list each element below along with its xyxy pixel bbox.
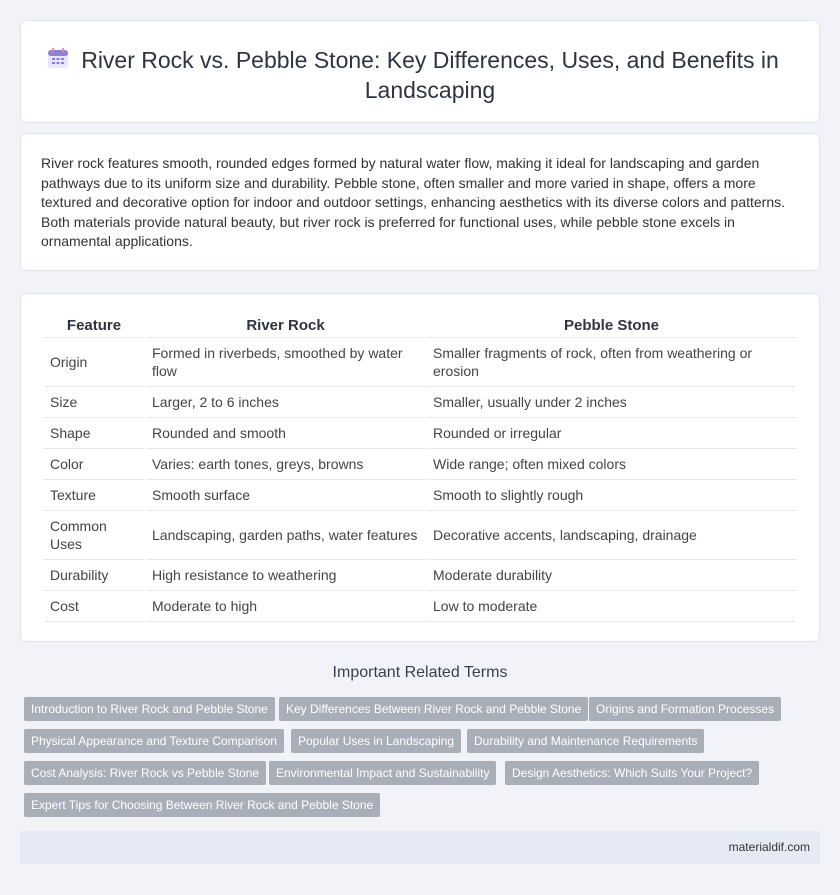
table-cell: Durability [44, 560, 144, 591]
page-title: River Rock vs. Pebble Stone: Key Differences, Uses, and Benefits in Landscaping [81, 47, 779, 103]
table-cell: Wide range; often mixed colors [427, 449, 796, 480]
table-cell: Low to moderate [427, 591, 796, 622]
table-cell: Landscaping, garden paths, water features [146, 511, 425, 560]
table-cell: Moderate to high [146, 591, 425, 622]
table-cell: Common Uses [44, 511, 144, 560]
table-cell: High resistance to weathering [146, 560, 425, 591]
intro-paragraph: River rock features smooth, rounded edges formed by natural water flow, making it ideal for landscaping and garden pathways due to its uniform size and durability. Pebble stone, often smaller and more varied in shape, offers a more textured and decorative option for indoor and outdoor settings, enhancing aesthetics with its diverse colors and patterns. Both materials provide natural beauty, but river rock is preferred for functional uses, while pebble stone excels in ornamental applications. [41, 155, 786, 250]
table-cell: Cost [44, 591, 144, 622]
comparison-table [42, 314, 798, 622]
footer-site[interactable]: materialdif.com [728, 840, 810, 854]
related-term-tag[interactable]: Expert Tips for Choosing Between River Rock and Pebble Stone [24, 793, 380, 817]
table-cell: Color [44, 449, 144, 480]
table-cell: Smaller, usually under 2 inches [427, 387, 796, 418]
table-row [44, 387, 796, 418]
column-header: River Rock [146, 314, 425, 338]
related-term-tag[interactable]: Design Aesthetics: Which Suits Your Project? [505, 761, 759, 785]
table-row [44, 338, 796, 387]
table-cell: Larger, 2 to 6 inches [146, 387, 425, 418]
column-header: Feature [44, 314, 144, 338]
table-row [44, 511, 796, 560]
table-row [44, 591, 796, 622]
related-term-tag[interactable]: Key Differences Between River Rock and Pebble Stone [279, 697, 588, 721]
table-cell: Smooth surface [146, 480, 425, 511]
table-cell: Rounded or irregular [427, 418, 796, 449]
table-cell: Smooth to slightly rough [427, 480, 796, 511]
table-cell: Origin [44, 338, 144, 387]
table-header-row [44, 314, 796, 338]
table-cell: Rounded and smooth [146, 418, 425, 449]
related-term-tag[interactable]: Physical Appearance and Texture Comparison [24, 729, 284, 753]
title-card [20, 20, 820, 123]
related-term-tag[interactable]: Popular Uses in Landscaping [291, 729, 461, 753]
table-row [44, 480, 796, 511]
table-cell: Varies: earth tones, greys, browns [146, 449, 425, 480]
related-term-tag[interactable]: Origins and Formation Processes [589, 697, 781, 721]
table-cell: Texture [44, 480, 144, 511]
table-cell: Shape [44, 418, 144, 449]
intro-card [20, 133, 820, 271]
footer [20, 831, 820, 864]
table-cell: Smaller fragments of rock, often from weathering or erosion [427, 338, 796, 387]
table-cell: Formed in riverbeds, smoothed by water flow [146, 338, 425, 387]
related-terms-heading: Important Related Terms [332, 664, 508, 681]
table-cell: Size [44, 387, 144, 418]
related-term-tag[interactable]: Cost Analysis: River Rock vs Pebble Stone [24, 761, 266, 785]
table-cell: Moderate durability [427, 560, 796, 591]
related-term-tag[interactable]: Environmental Impact and Sustainability [269, 761, 496, 785]
table-cell: Decorative accents, landscaping, drainage [427, 511, 796, 560]
comparison-table-card [20, 293, 820, 642]
column-header: Pebble Stone [427, 314, 796, 338]
table-row [44, 560, 796, 591]
related-term-tag[interactable]: Introduction to River Rock and Pebble Stone [24, 697, 275, 721]
table-row [44, 418, 796, 449]
related-term-tag[interactable]: Durability and Maintenance Requirements [467, 729, 704, 753]
table-row [44, 449, 796, 480]
